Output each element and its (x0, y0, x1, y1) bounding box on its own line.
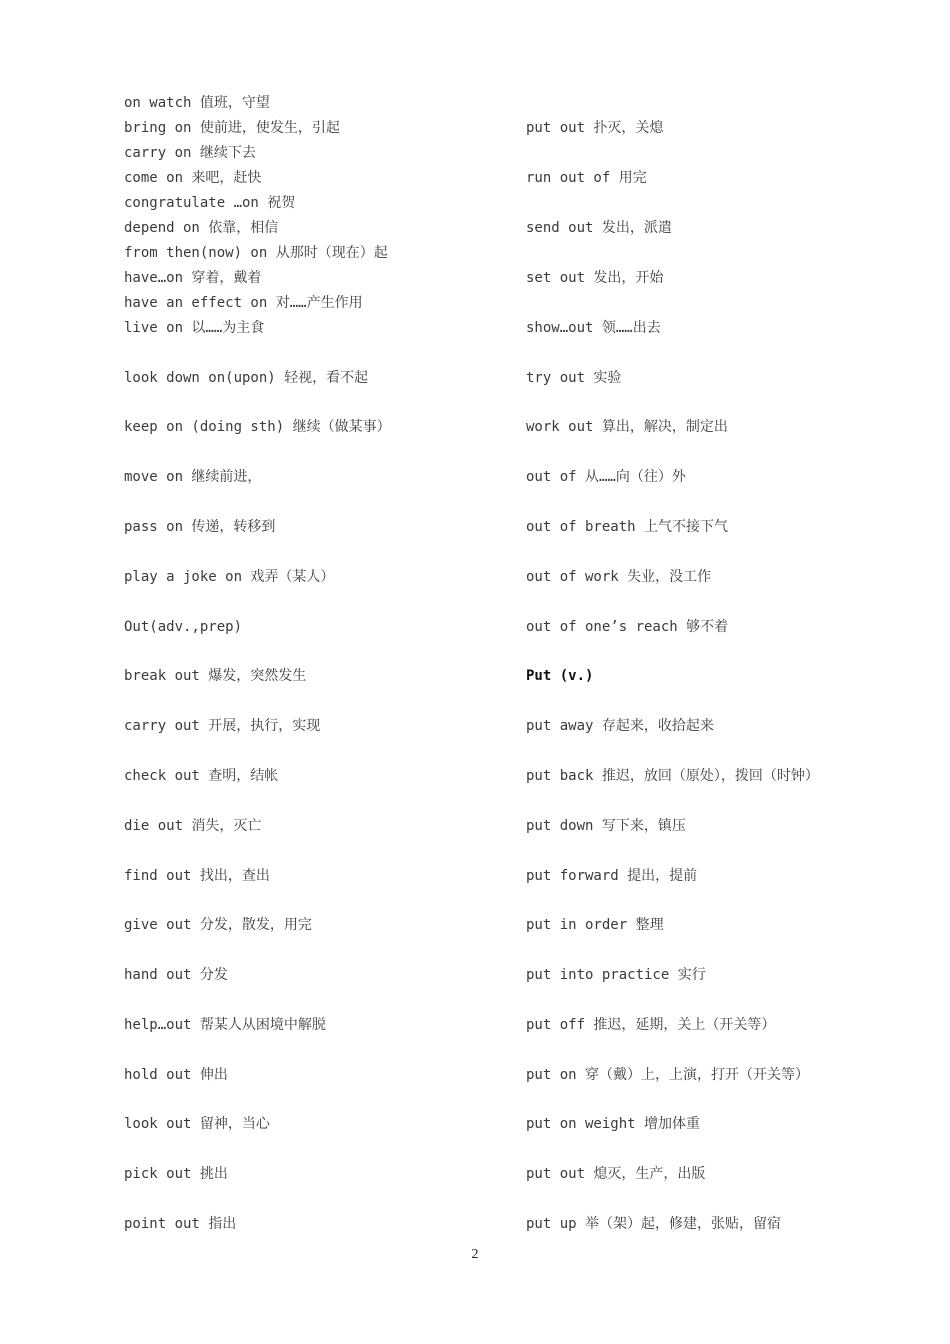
section-heading-out: Out(adv.,prep) (124, 619, 243, 635)
right-entry-9: out of breath 上气不接下气 (526, 519, 729, 535)
right-entry-18: put into practice 实行 (526, 967, 706, 983)
left-entry-12: keep on (doing sth) 继续（做某事） (124, 419, 391, 435)
right-entry-10: out of work 失业，没工作 (526, 569, 712, 585)
right-entry-22: put out 熄灭，生产，出版 (526, 1166, 706, 1182)
left-entry-6: depend on 依靠，相信 (124, 220, 279, 236)
left-entry-27: pick out 挑出 (124, 1166, 228, 1182)
left-entry-4: come on 来吧，赶快 (124, 170, 262, 186)
right-entry-21: put on weight 增加体重 (526, 1116, 701, 1132)
left-entry-5: congratulate …on 祝贺 (124, 195, 296, 211)
right-entry-13: put away 存起来，收拾起来 (526, 718, 714, 734)
left-entry-21: find out 找出，查出 (124, 868, 270, 884)
left-entry-3: carry on 继续下去 (124, 145, 256, 161)
right-entry-17: put in order 整理 (526, 917, 664, 933)
right-entry-16: put forward 提出，提前 (526, 868, 698, 884)
left-entry-14: pass on 传递，转移到 (124, 519, 276, 535)
left-entry-10: live on 以……为主食 (124, 320, 265, 336)
left-entry-7: from then(now) on 从那时（现在）起 (124, 245, 388, 261)
left-entry-11: look down on(upon) 轻视，看不起 (124, 370, 369, 386)
right-entry-5: show…out 领……出去 (526, 320, 661, 336)
left-entry-20: die out 消失，灭亡 (124, 818, 262, 834)
left-entry-22: give out 分发，散发，用完 (124, 917, 312, 933)
right-entry-19: put off 推迟，延期，关上（开关等） (526, 1017, 776, 1033)
page-number: 2 (471, 1247, 479, 1262)
right-entry-1: put out 扑灭，关熄 (526, 120, 664, 136)
left-entry-2: bring on 使前进，使发生，引起 (124, 120, 340, 136)
right-entry-14: put back 推迟，放回（原处），拨回（时钟） (526, 768, 819, 784)
left-entry-19: check out 查明，结帐 (124, 768, 279, 784)
left-entry-13: move on 继续前进， (124, 469, 262, 485)
left-entry-24: help…out 帮某人从困境中解脱 (124, 1017, 326, 1033)
left-entry-18: carry out 开展，执行，实现 (124, 718, 321, 734)
left-entry-25: hold out 伸出 (124, 1067, 228, 1083)
right-entry-11: out of one’s reach 够不着 (526, 619, 729, 635)
left-entry-1: on watch 值班，守望 (124, 95, 270, 111)
right-entry-3: send out 发出，派遣 (526, 220, 672, 236)
left-entry-23: hand out 分发 (124, 967, 228, 983)
left-entry-9: have an effect on 对……产生作用 (124, 295, 363, 311)
right-entry-2: run out of 用完 (526, 170, 647, 186)
left-entry-15: play a joke on 戏弄（某人） (124, 569, 335, 585)
left-entry-28: point out 指出 (124, 1216, 237, 1232)
right-entry-23: put up 举（架）起，修建，张贴，留宿 (526, 1216, 782, 1232)
section-heading-put: Put (v.) (526, 668, 594, 684)
right-entry-8: out of 从……向（往）外 (526, 469, 686, 485)
right-entry-15: put down 写下来，镇压 (526, 818, 686, 834)
left-entry-26: look out 留神，当心 (124, 1116, 270, 1132)
left-entry-8: have…on 穿着，戴着 (124, 270, 262, 286)
right-entry-7: work out 算出，解决，制定出 (526, 419, 728, 435)
right-entry-4: set out 发出，开始 (526, 270, 664, 286)
right-entry-6: try out 实验 (526, 370, 622, 386)
left-entry-17: break out 爆发，突然发生 (124, 668, 307, 684)
right-entry-20: put on 穿（戴）上，上演，打开（开关等） (526, 1067, 809, 1083)
